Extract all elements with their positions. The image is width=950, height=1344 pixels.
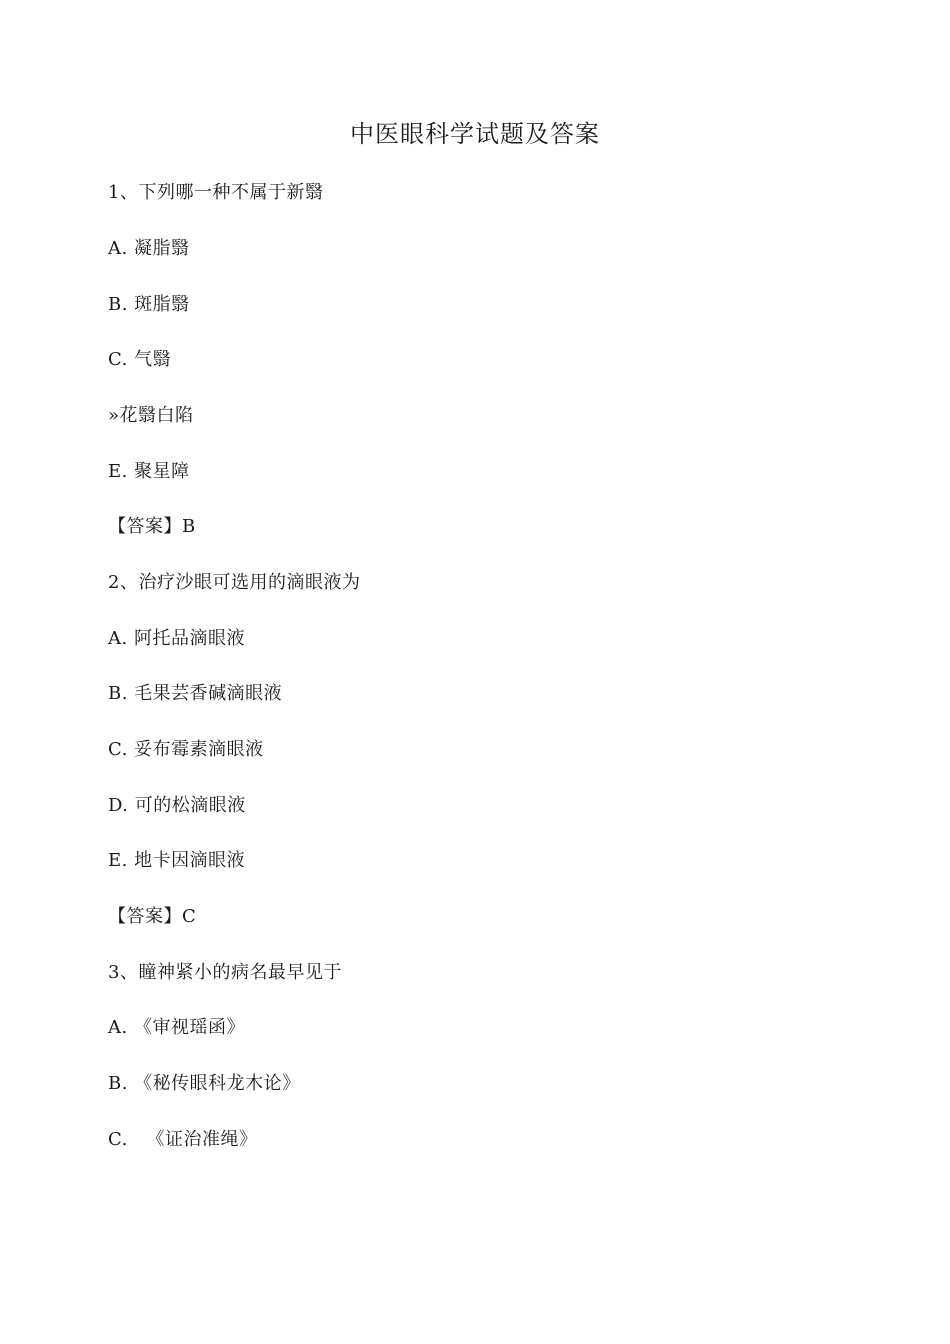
question-2-option-c: C. 妥布霉素滴眼液 xyxy=(108,739,264,760)
question-3-option-b: B. 《秘传眼科龙木论》 xyxy=(108,1073,301,1094)
question-1-stem: 1、下列哪一种不属于新翳 xyxy=(108,182,324,203)
question-1-option-a: A. 凝脂翳 xyxy=(108,238,190,259)
question-3-option-a: A. 《审视瑶函》 xyxy=(108,1017,245,1038)
question-2-option-b: B. 毛果芸香碱滴眼液 xyxy=(108,683,283,704)
question-2-answer: 【答案】C xyxy=(108,906,197,927)
question-1-option-c: C. 气翳 xyxy=(108,349,172,370)
question-2-stem: 2、治疗沙眼可选用的滴眼液为 xyxy=(108,572,361,593)
question-2-option-d: D. 可的松滴眼液 xyxy=(108,795,246,816)
question-1-option-d: »花翳白陷 xyxy=(108,405,194,426)
question-3-stem: 3、瞳神紧小的病名最早见于 xyxy=(108,962,342,983)
question-1-answer: 【答案】B xyxy=(108,516,196,537)
question-2-option-e: E. 地卡因滴眼液 xyxy=(108,850,246,871)
document-title: 中医眼科学试题及答案 xyxy=(350,120,600,148)
question-1-option-e: E. 聚星障 xyxy=(108,461,190,482)
question-2-option-a: A. 阿托品滴眼液 xyxy=(108,628,245,649)
question-3-option-c: C. 《证治准绳》 xyxy=(108,1129,258,1150)
question-1-option-b: B. 斑脂翳 xyxy=(108,294,190,315)
